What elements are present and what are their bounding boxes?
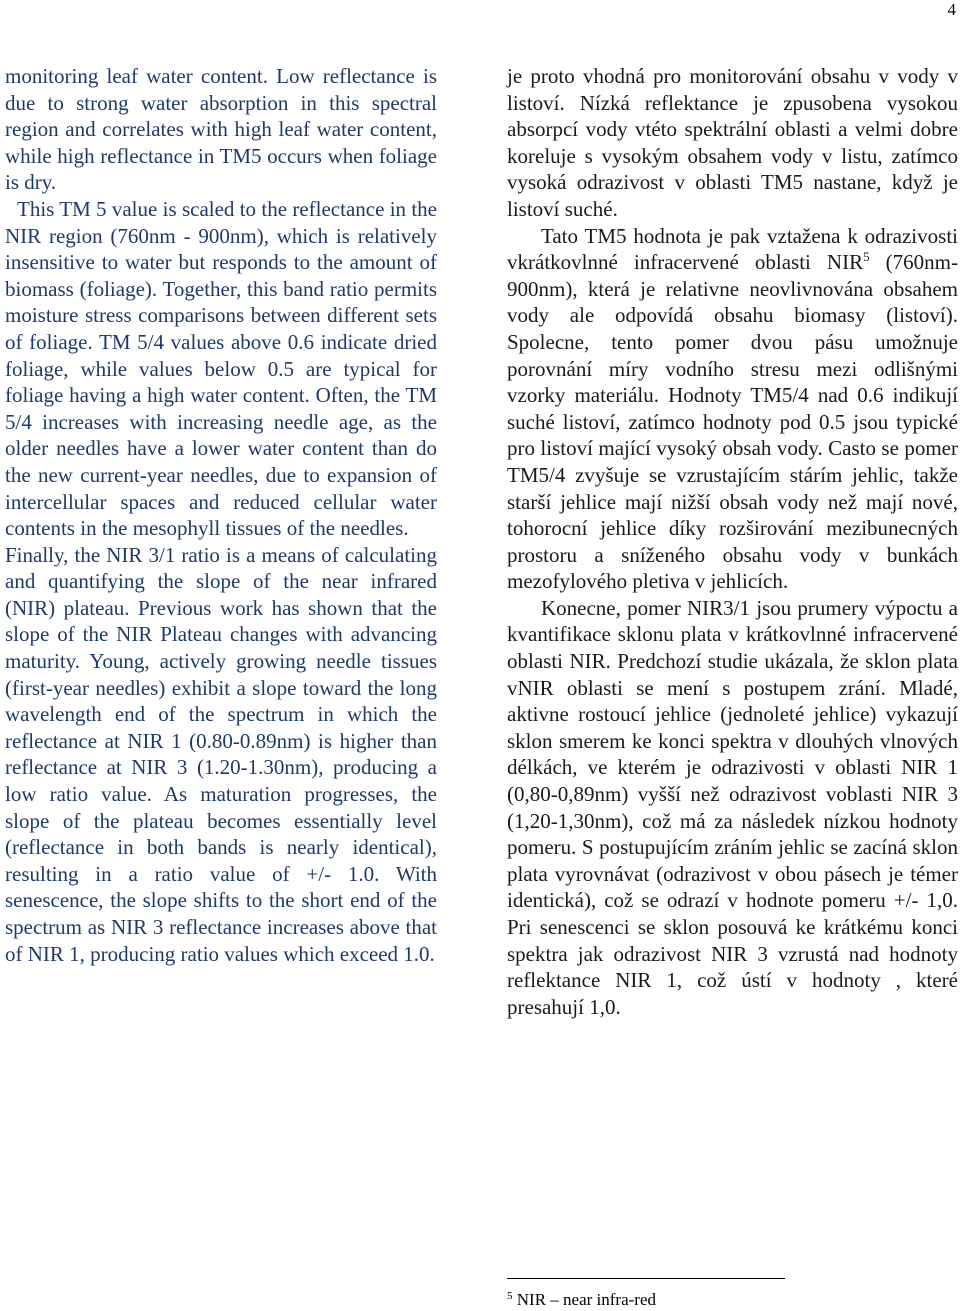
footnote-text: NIR – near infra-red	[516, 1290, 656, 1309]
czech-paragraph-1: je proto vhodná pro monitorování obsahu v vody v listoví. Nízká reflektance je zpusobena vysokou absorpcí vody vtéto spektrální oblasti a velmi dobre koreluje s vysokým obsahem vody v listu, zatímco vysoká odrazivost v oblasti TM5 nastane, když je listoví suché.	[507, 64, 958, 221]
czech-paragraph-2	[507, 223, 958, 595]
footnote	[507, 1290, 656, 1310]
english-paragraph-3: Finally, the NIR 3/1 ratio is a means of calculating and quantifying the slope of the near infrared (NIR) plateau. Previous work has shown that the slope of the NIR Plateau changes with advancing maturity. Young, actively growing needle tissues (first-year needles) exhibit a slope toward the long wavelength end of the spectrum in which the reflectance at NIR 1 (0.80-0.89nm) is higher than reflectance at NIR 3 (1.20-1.30nm), producing a low ratio value. As maturation progresses, the slope of the plateau becomes essentially level (reflectance in both bands is nearly identical), resulting in a ratio value of +/- 1.0. With senescence, the slope shifts to the short end of the spectrum as NIR 3 reflectance increases above that of NIR 1, producing ratio values which exceed 1.0.	[5, 542, 437, 966]
page-number: 4	[947, 0, 956, 19]
footnote-separator	[507, 1278, 785, 1279]
english-column	[5, 63, 437, 967]
english-paragraph-1: monitoring leaf water content. Low reflectance is due to strong water absorption in this spectral region and correlates with high leaf water content, while high reflectance in TM5 occurs when foliage is dry.	[5, 64, 437, 195]
footnote-reference[interactable]: 5	[863, 249, 870, 265]
footnote-marker: 5	[507, 1290, 513, 1302]
czech-column	[507, 63, 958, 1020]
czech-paragraph-3: Konecne, pomer NIR3/1 jsou prumery výpoctu a kvantifikace sklonu plata v krátkovlnné infracervené oblasti NIR. Predchozí studie ukázala, že sklon plata vNIR oblasti se mení s postupem zrání. Mladé, aktivne rostoucí jehlice (jednoleté jehlice) vykazují sklon smerem ke konci spektra v dlouhých vlnových délkách, ve kterém je odrazivosti v oblasti NIR 1 (0,80-0,89nm) vyšší než odrazivost voblasti NIR 3 (1,20-1,30nm), což má za následek nízkou hodnoty pomeru. S postupujícím zráním jehlic se zacíná sklon plata vyrovnávat (odrazivost v obou pásech je témer identická), což se odrazí v hodnote pomeru +/- 1,0. Pri senescenci se sklon posouvá ke krátkému konci spektra jak odrazivost NIR 3 vzrustá nad hodnoty reflektance NIR 1, což ústí v hodnoty , které presahují 1,0.	[507, 595, 958, 1019]
czech-paragraph-2-start: Tato TM5 hodnota je pak vztažena k odrazivosti vkrátkovlnné infracervené oblasti NIR	[507, 223, 958, 275]
english-paragraph-2: This TM 5 value is scaled to the reflectance in the NIR region (760nm - 900nm), which is relatively insensitive to water but responds to the amount of biomass (foliage). Together, this band ratio permits moisture stress comparisons between different sets of foliage. TM 5/4 values above 0.6 indicate dried foliage, while values below 0.5 are typical for foliage having a high water content. Often, the TM 5/4 increases with increasing needle age, as the older needles have a lower water content than do the new current-year needles, due to expansion of intercellular spaces and reduced cellular water contents in the mesophyll tissues of the needles.	[5, 196, 437, 541]
czech-paragraph-2-rest: (760nm-900nm), která je relativne neovlivnována obsahem vody ale odpovídá obsahu biomasy (listoví). Spolecne, tento pomer dvou pásu umožnuje porovnání míry vodního stresu mezi odlišnými vzorky materiálu. Hodnoty TM5/4 nad 0.6 indikují suché listoví, zatímco hodnoty pod 0.5 jsou typické pro listoví mající vysoký obsah vody. Casto se pomer TM5/4 zvyšuje se vzrustajícím stárím jehlic, takže starší jehlice mají nižší obsah vody než mají nové, tohorocní jehlice díky rozširování mezibunecných prostoru a sníženého obsahu vody v bunkách mezofylového pletiva v jehlicích.	[507, 250, 959, 594]
